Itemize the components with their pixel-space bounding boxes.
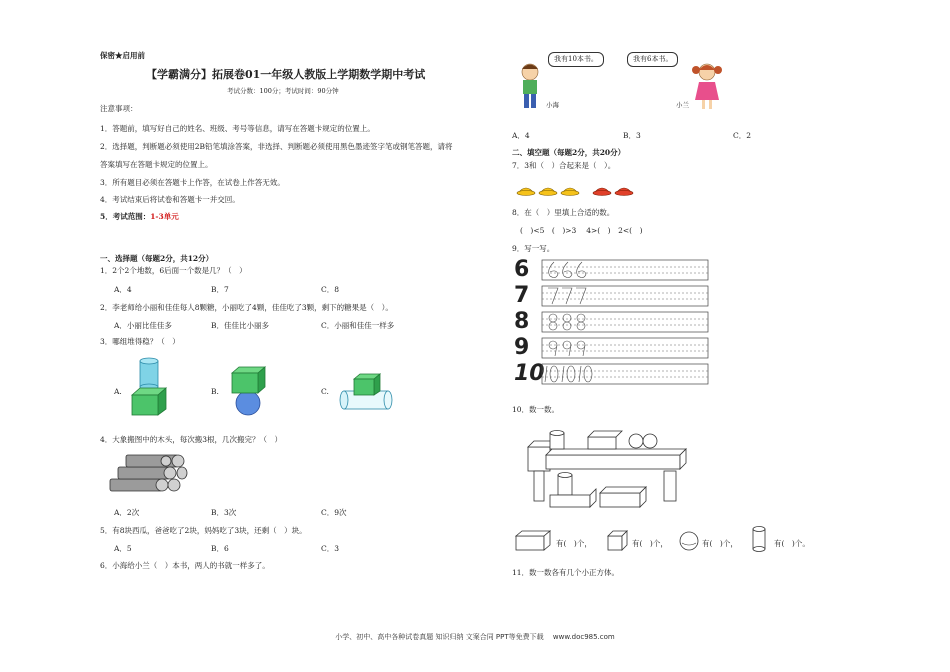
- cube-icon: [606, 528, 630, 554]
- girl-figure: [690, 60, 724, 114]
- boy-figure: [516, 60, 546, 114]
- q10-text: 10．数一数。: [512, 405, 560, 414]
- q2-option-a[interactable]: A．小丽比佳佳多: [114, 321, 172, 330]
- q2-option-c[interactable]: C．小丽和佳佳一样多: [321, 321, 395, 330]
- q8-blanks[interactable]: ( )<5 ( )>3 4>( ) 2<( ): [520, 226, 643, 235]
- q3-text: 3．哪组堆得稳？（ ）: [100, 337, 180, 346]
- cylinder-icon: [750, 525, 770, 555]
- q6-text: 6．小海给小兰（ ）本书，两人的书就一样多了。: [100, 561, 270, 570]
- note-item-5: [100, 212, 179, 221]
- q10-count-cylinder[interactable]: 有( )个。: [774, 539, 810, 548]
- q7-hats-figure: [516, 179, 646, 199]
- notes-heading: 注意事项：: [100, 104, 138, 113]
- q6-option-a[interactable]: A．4: [512, 131, 530, 140]
- note-item-3: 3．所有题目必须在答题卡上作答，在试卷上作答无效。: [100, 178, 285, 187]
- q8-text: 8．在（ ）里填上合适的数。: [512, 208, 615, 217]
- q3-option-b[interactable]: B.: [211, 387, 219, 396]
- q5-option-b[interactable]: B．6: [211, 544, 229, 553]
- q1-option-a[interactable]: A．4: [114, 285, 132, 294]
- q2-option-b[interactable]: B．佳佳比小丽多: [211, 321, 270, 330]
- q5-option-a[interactable]: A．5: [114, 544, 132, 553]
- q5-option-c[interactable]: C．3: [321, 544, 340, 553]
- q4-logs-figure: [104, 451, 186, 499]
- q10-count-cube[interactable]: 有( )个，: [632, 539, 668, 548]
- q9-digit-10: 10: [514, 361, 545, 386]
- note-item-4: 4．考试结束后将试卷和答题卡一并交回。: [100, 195, 240, 204]
- q3-option-c[interactable]: C.: [321, 387, 329, 396]
- sphere-icon: [678, 528, 702, 554]
- q9-digit-9: 9: [514, 335, 530, 360]
- q4-option-b[interactable]: B．3次: [211, 508, 237, 517]
- q6-option-b[interactable]: B．3: [623, 131, 641, 140]
- secret-label: 保密★启用前: [100, 51, 145, 60]
- name-right: 小兰: [676, 101, 689, 109]
- exam-info: 考试分数：100分；考试时间：90分钟: [227, 87, 339, 95]
- scope-value: 1-3单元: [150, 212, 179, 221]
- q1-text: 1．2个2个地数，6后面一个数是几？（ ）: [100, 266, 247, 275]
- q9-writing-grid[interactable]: [542, 260, 712, 392]
- note-item-2-cont: 答案填写在答题卡规定的位置上。: [100, 160, 213, 169]
- section1-heading: 一、选择题（每题2分，共12分）: [100, 254, 214, 263]
- q11-text: 11．数一数各有几个小正方体。: [512, 568, 620, 577]
- q10-count-cuboid[interactable]: 有( )个，: [556, 539, 592, 548]
- q5-text: 5．有8块西瓜，爸爸吃了2块，妈妈吃了3块，还剩（ ）块。: [100, 526, 307, 535]
- scope-label: 5．考试范围：: [100, 212, 151, 221]
- q4-text: 4．大象搬图中的木头，每次搬3根，几次搬完？（ ）: [100, 435, 283, 444]
- section2-heading: 二、填空题（每题2分，共20分）: [512, 148, 626, 157]
- page-footer: 小学、初中、高中各种试卷真题 知识归纳 文案合同 PPT等免费下载 www.doc985.com: [335, 633, 615, 641]
- q4-option-c[interactable]: C．9次: [321, 508, 347, 517]
- q10-count-sphere[interactable]: 有( )个，: [702, 539, 738, 548]
- q3-figure-a: [130, 355, 170, 417]
- q9-digit-6: 6: [514, 257, 530, 282]
- cuboid-icon: [514, 528, 554, 554]
- bubble-left: 我有10本书。: [548, 52, 604, 67]
- q1-option-c[interactable]: C．8: [321, 285, 340, 294]
- bubble-right: 我有6本书。: [627, 52, 678, 67]
- q7-text: 7．3和（ ）合起来是（ ）。: [512, 161, 616, 170]
- q6-option-c[interactable]: C．2: [733, 131, 752, 140]
- q4-option-a[interactable]: A．2次: [114, 508, 140, 517]
- q3-figure-c: [338, 373, 396, 415]
- q9-digit-7: 7: [514, 283, 530, 308]
- q3-figure-b: [230, 365, 274, 417]
- q1-option-b[interactable]: B．7: [211, 285, 229, 294]
- exam-title: 【学霸满分】拓展卷01一年级人教版上学期数学期中考试: [146, 68, 426, 81]
- note-item-2: 2．选择题，判断题必须使用2B铅笔填涂答案，非选择、判断题必须使用黑色墨迹签字笔或钢笔答题，请将: [100, 142, 453, 151]
- q9-text: 9．写一写。: [512, 244, 555, 253]
- name-left: 小海: [546, 101, 559, 109]
- q2-text: 2．李老师给小丽和佳佳每人8颗糖，小丽吃了4颗，佳佳吃了3颗，剩下的糖果是（ ）。: [100, 303, 393, 312]
- note-item-1: 1．答题前，填写好自己的姓名、班级、考号等信息，请写在答题卡规定的位置上。: [100, 124, 375, 133]
- q10-shapes-figure: [524, 425, 694, 511]
- q9-digit-8: 8: [514, 309, 530, 334]
- q3-option-a[interactable]: A.: [114, 387, 122, 396]
